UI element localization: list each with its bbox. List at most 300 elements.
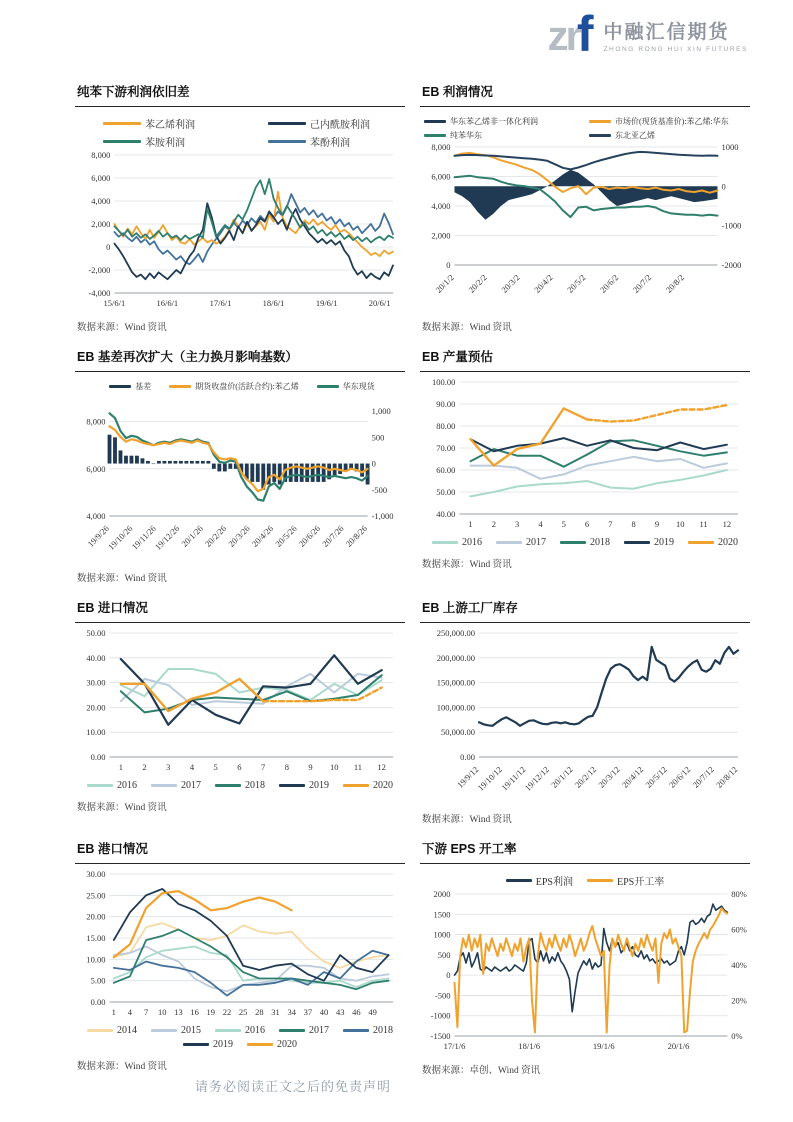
x-axis-tick: 1 — [468, 519, 473, 529]
x-axis-tick: 20/1/2 — [433, 272, 456, 295]
y-axis-tick-right: 0% — [731, 1031, 743, 1041]
y-axis-tick-left: 1000 — [433, 929, 451, 940]
y-axis-tick-right: 500 — [371, 432, 385, 443]
chart-block-eb-basis — [75, 343, 405, 584]
legend-swatch — [247, 1043, 273, 1047]
chart-canvas — [420, 378, 750, 534]
legend-swatch — [103, 122, 141, 126]
y-axis-tick-right: 0 — [721, 181, 726, 192]
series-2016 — [471, 470, 727, 496]
x-axis-tick: 19/11/26 — [129, 523, 158, 552]
legend-item — [279, 1025, 329, 1036]
chart-canvas — [75, 870, 405, 1022]
c3-svg — [75, 394, 405, 564]
legend-swatch — [215, 784, 241, 788]
legend-label: 2020 — [277, 1039, 297, 1050]
y-axis-tick-left: 4,000 — [431, 201, 451, 211]
chart-title: 下游 EPS 开工率 — [420, 835, 750, 864]
c8-svg — [420, 890, 750, 1056]
legend-item — [151, 1025, 201, 1036]
x-axis-tick: 19/6/1 — [315, 298, 338, 308]
y-axis-tick-left: 20.00 — [86, 911, 106, 922]
y-axis-tick-left: 10.00 — [86, 727, 106, 738]
legend-item — [585, 130, 750, 141]
legend-swatch — [151, 1029, 177, 1033]
legend-item — [420, 116, 585, 127]
legend-label: 2017 — [526, 537, 546, 548]
legend-swatch — [624, 541, 650, 545]
y-axis-tick-left: 15.00 — [86, 933, 106, 943]
y-axis-tick-left: 70.00 — [436, 443, 456, 453]
x-axis-tick: 4 — [189, 762, 195, 772]
legend-label: 己内酰胺利润 — [310, 120, 370, 131]
legend-swatch — [103, 140, 141, 144]
x-axis-tick: 22 — [222, 1007, 232, 1017]
y-axis-tick-left: 250,000.00 — [436, 629, 475, 638]
y-axis-tick-left: 100,000.00 — [436, 702, 475, 713]
y-axis-tick-left: 10.00 — [86, 954, 106, 965]
y-axis-tick-left: -500 — [434, 990, 451, 1001]
logo-names — [603, 17, 748, 53]
x-axis-tick: 8 — [284, 762, 289, 772]
series-2016 — [121, 669, 382, 700]
y-axis-tick-left: 30.00 — [86, 677, 106, 688]
series-期货收盘价(活跃合约):苯乙烯 — [110, 426, 368, 491]
legend-swatch — [424, 120, 446, 124]
y-axis-tick-left: 30.00 — [86, 870, 106, 879]
bar-基差 — [223, 464, 227, 472]
c6-svg — [420, 629, 750, 805]
y-axis-tick-left: 90.00 — [436, 399, 456, 409]
legend-label: 市场价(现货基准价):苯乙烯:华东 — [615, 117, 729, 126]
legend-item — [183, 1039, 233, 1050]
legend-swatch — [268, 140, 306, 144]
y-axis-tick-left: 40.00 — [436, 509, 456, 519]
chart-block-eb-profit — [420, 78, 750, 333]
legend-swatch — [183, 1043, 209, 1047]
x-axis-tick: 20/3/12 — [596, 764, 622, 790]
legend-label: 2019 — [213, 1039, 233, 1050]
series-东北亚乙烯 — [455, 152, 718, 170]
x-axis-tick: 6 — [584, 519, 590, 529]
legend-label: 2018 — [373, 1025, 393, 1036]
legend-item — [343, 1025, 393, 1036]
x-axis-tick: 20/6/12 — [666, 764, 693, 790]
y-axis-tick-left: 50.00 — [436, 487, 456, 497]
series-2020 — [471, 408, 588, 465]
legend-label: 2019 — [309, 780, 329, 791]
y-axis-tick-left: 6,000 — [91, 173, 111, 183]
legend-item — [75, 116, 240, 131]
logo-zr-letters: zr — [547, 12, 579, 59]
bar-基差 — [228, 464, 232, 469]
series-2018 — [114, 951, 389, 996]
legend-swatch — [688, 541, 714, 545]
x-axis-tick: 9 — [308, 762, 313, 772]
legend-item — [240, 134, 405, 149]
x-axis-tick: 15/6/1 — [103, 298, 126, 308]
x-axis-tick: 7 — [608, 519, 613, 529]
series-己内酰胺利润 — [114, 203, 393, 279]
y-axis-tick-left: 8,000 — [91, 151, 111, 160]
x-axis-tick: 40 — [319, 1007, 329, 1017]
series-2017 — [471, 457, 727, 479]
legend-swatch — [589, 134, 611, 138]
chart-block-eb-upstream-inventory — [420, 594, 750, 825]
x-axis-tick: 20/8/12 — [713, 764, 740, 790]
data-source: 数据来源：Wind 资讯 — [422, 323, 512, 333]
x-axis-tick: 8 — [631, 519, 636, 529]
x-axis-tick: 11 — [699, 519, 708, 529]
bar-基差 — [195, 461, 199, 464]
bar-基差 — [135, 456, 139, 464]
y-axis-tick-right: 0 — [371, 458, 376, 469]
x-axis-tick: 20/8/26 — [343, 523, 370, 549]
y-axis-tick-left: 8,000 — [86, 416, 106, 427]
company-name-cn: 中融汇信期货 — [603, 21, 730, 43]
y-axis-tick-left: 2,000 — [91, 219, 111, 229]
series-EPS开工率 — [455, 908, 728, 1032]
x-axis-tick: 19/10/12 — [475, 764, 504, 793]
chart-canvas — [75, 151, 405, 313]
y-axis-tick-left: 100.00 — [432, 378, 456, 387]
x-axis-tick: 20/7/12 — [690, 764, 716, 790]
legend-swatch — [560, 541, 586, 545]
x-axis-tick: 3 — [166, 762, 171, 772]
legend-item — [313, 381, 375, 392]
bar-基差 — [162, 461, 166, 464]
series-2020 — [587, 405, 727, 422]
legend-label: 2014 — [117, 1025, 137, 1036]
chart-block-eps-operating-rate — [420, 835, 750, 1105]
x-axis-tick: 6 — [237, 762, 242, 772]
x-axis-tick: 4 — [538, 519, 543, 529]
legend-item — [151, 780, 201, 791]
bar-基差 — [201, 461, 205, 464]
bar-基差 — [305, 464, 309, 482]
legend-label: 纯苯华东 — [450, 131, 482, 140]
chart-title: EB 港口情况 — [75, 835, 405, 864]
c1-svg — [75, 151, 405, 313]
x-axis-tick: 20/8/2 — [663, 272, 687, 295]
c4-svg — [420, 378, 750, 534]
x-axis-tick: 2 — [142, 762, 147, 772]
legend-label: 2019 — [654, 537, 674, 548]
legend-item — [279, 780, 329, 791]
y-axis-tick-right: -500 — [371, 484, 388, 495]
x-axis-tick: 20/6/1 — [368, 298, 391, 308]
legend-swatch — [279, 784, 305, 788]
y-axis-tick-right: 40% — [731, 960, 747, 970]
x-axis-tick: 13 — [174, 1007, 183, 1017]
y-axis-tick-left: 6,000 — [431, 171, 451, 182]
x-axis-tick: 16 — [190, 1007, 199, 1017]
x-axis-tick: 20/7/2 — [630, 272, 654, 295]
x-axis-tick: 28 — [255, 1007, 264, 1017]
legend-swatch — [343, 784, 369, 788]
y-axis-tick-right: 80% — [731, 890, 747, 899]
legend-label: 东北亚乙烯 — [615, 131, 655, 140]
c5-svg — [75, 629, 405, 777]
y-axis-tick-left: 25.00 — [86, 890, 106, 901]
x-axis-tick: 19 — [206, 1007, 216, 1017]
x-axis-tick: 20/6/2 — [597, 272, 621, 295]
chart-block-eb-imports — [75, 594, 405, 825]
bar-基差 — [212, 464, 216, 469]
y-axis-tick-left: 150,000.00 — [436, 677, 475, 688]
series-华东现货 — [110, 413, 368, 500]
y-axis-tick-left: 50,000.00 — [441, 727, 475, 738]
bar-基差 — [146, 461, 150, 464]
page-header — [0, 0, 793, 78]
x-axis-tick: 19/12/12 — [522, 764, 552, 793]
legend-swatch — [109, 385, 131, 389]
data-source: 数据来源：卓创、Wind 资讯 — [422, 1066, 541, 1076]
legend-label: 苯乙烯利润 — [145, 120, 195, 131]
bar-基差 — [141, 458, 145, 463]
company-logo — [547, 6, 748, 62]
y-axis-tick-left: -4,000 — [88, 288, 111, 298]
x-axis-tick: 12 — [377, 762, 386, 772]
x-axis-tick: 19/9/12 — [454, 764, 481, 790]
y-axis-tick-right: 60% — [731, 924, 747, 935]
y-axis-tick-left: 1500 — [433, 909, 451, 920]
x-axis-tick: 34 — [287, 1007, 296, 1017]
legend-label: 期货收盘价(活跃合约):苯乙烯 — [195, 382, 299, 391]
legend-swatch — [317, 385, 339, 389]
legend-item — [215, 1025, 265, 1036]
chart-legend — [75, 116, 405, 149]
bar-基差 — [173, 461, 177, 464]
y-axis-tick-left: 2000 — [433, 890, 451, 899]
bar-基差 — [250, 464, 254, 482]
legend-swatch — [589, 120, 611, 124]
x-axis-tick: 1 — [118, 762, 123, 772]
chart-canvas — [420, 143, 750, 313]
x-axis-tick: 20/5/2 — [564, 272, 588, 295]
y-axis-tick-left: -1000 — [430, 1010, 451, 1021]
data-source: 数据来源：Wind 资讯 — [422, 560, 512, 570]
legend-label: 2018 — [590, 537, 610, 548]
legend-label: EPS利润 — [535, 877, 573, 888]
legend-swatch — [268, 122, 306, 126]
bar-基差 — [206, 461, 210, 464]
y-axis-tick-left: 4,000 — [91, 196, 111, 206]
x-axis-tick: 20/6/26 — [296, 523, 323, 549]
bar-基差 — [157, 461, 161, 464]
x-axis-tick: 1 — [111, 1007, 116, 1017]
legend-label: EPS开工率 — [617, 877, 665, 888]
bar-基差 — [272, 464, 276, 482]
x-axis-tick: 18/6/1 — [262, 298, 285, 308]
bar-基差 — [190, 461, 194, 464]
bar-基差 — [124, 456, 128, 464]
legend-label: 苯胺利润 — [145, 138, 185, 149]
chart-block-eb-output-forecast — [420, 343, 750, 584]
y-axis-tick-right: -1,000 — [371, 511, 394, 521]
bar-基差 — [113, 437, 117, 463]
legend-swatch — [496, 541, 522, 545]
legend-item — [587, 873, 664, 888]
x-axis-tick: 20/4/12 — [619, 764, 646, 790]
legend-item — [624, 537, 674, 548]
data-source: 数据来源：Wind 资讯 — [77, 1062, 167, 1072]
chart-block-eb-port-inventory — [75, 835, 405, 1105]
bar-基差 — [217, 464, 221, 472]
y-axis-tick-right: -2000 — [721, 260, 742, 270]
legend-item — [215, 780, 265, 791]
x-axis-tick: 10 — [329, 762, 339, 772]
chart-title: EB 进口情况 — [75, 594, 405, 623]
y-axis-tick-right: 20% — [731, 995, 747, 1006]
legend-item — [506, 873, 573, 888]
legend-item — [585, 116, 750, 127]
legend-item — [87, 780, 137, 791]
y-axis-tick-left: 2,000 — [431, 230, 451, 241]
legend-item — [496, 537, 546, 548]
y-axis-tick-left: 4,000 — [86, 511, 106, 521]
legend-swatch — [432, 541, 458, 545]
chart-legend — [75, 780, 405, 791]
legend-label: 2016 — [462, 537, 482, 548]
legend-item — [105, 381, 151, 392]
x-axis-tick: 46 — [352, 1007, 361, 1017]
x-axis-tick: 7 — [260, 762, 266, 772]
chart-legend — [420, 116, 750, 141]
x-axis-tick: 20/4/26 — [249, 523, 276, 549]
y-axis-tick-left: 200,000.00 — [436, 652, 475, 663]
series-苯胺利润 — [114, 179, 393, 242]
data-source: 数据来源：Wind 资讯 — [77, 803, 167, 813]
y-axis-tick-left: 8,000 — [431, 143, 451, 152]
y-axis-tick-left: 0 — [446, 260, 451, 270]
y-axis-tick-left: 0 — [446, 970, 451, 981]
bar-基差 — [119, 450, 123, 463]
bar-基差 — [256, 464, 260, 482]
y-axis-tick-left: 5.00 — [90, 975, 106, 986]
x-axis-tick: 20/1/26 — [179, 523, 205, 549]
legend-label: 华东现货 — [342, 382, 375, 391]
x-axis-tick: 3 — [515, 519, 520, 529]
legend-swatch — [169, 385, 191, 389]
x-axis-tick: 20/2/26 — [202, 523, 229, 549]
legend-swatch — [87, 1029, 113, 1033]
series-2019 — [114, 889, 389, 981]
x-axis-tick: 16/6/1 — [156, 298, 179, 308]
disclaimer-notice: 请务必阅读正文之后的免责声明 — [195, 1079, 392, 1094]
x-axis-tick: 19/12/26 — [152, 523, 182, 552]
y-axis-tick-left: 40.00 — [86, 652, 106, 663]
c2-svg — [420, 143, 750, 313]
legend-swatch — [87, 784, 113, 788]
x-axis-tick: 11 — [353, 762, 363, 772]
x-axis-tick: 49 — [368, 1007, 377, 1017]
y-axis-tick-left: 0.00 — [90, 997, 106, 1007]
x-axis-tick: 20/4/2 — [532, 272, 555, 295]
y-axis-tick-left: 6,000 — [86, 463, 106, 474]
chart-legend — [420, 537, 750, 548]
legend-item — [343, 780, 393, 791]
legend-swatch — [343, 1029, 369, 1033]
x-axis-tick: 19/11/12 — [499, 764, 528, 793]
legend-swatch — [279, 1029, 305, 1033]
x-axis-tick: 10 — [158, 1007, 167, 1017]
y-axis-tick-right: 1,000 — [371, 406, 391, 417]
x-axis-tick: 18/1/6 — [518, 1041, 541, 1051]
y-axis-tick-left: 20.00 — [86, 702, 106, 713]
x-axis-tick: 20/1/6 — [667, 1041, 690, 1051]
bar-基差 — [360, 464, 364, 477]
x-axis-tick: 12 — [722, 519, 732, 529]
x-axis-tick: 9 — [654, 519, 660, 529]
y-axis-tick-left: 0.00 — [90, 752, 106, 762]
legend-item — [560, 537, 610, 548]
x-axis-tick: 19/9/26 — [85, 523, 111, 549]
legend-item — [87, 1025, 137, 1036]
legend-label: 2017 — [309, 1025, 329, 1036]
legend-label: 华东苯乙烯非一体化利润 — [450, 117, 538, 126]
x-axis-tick: 20/3/2 — [499, 272, 522, 295]
bar-基差 — [130, 456, 134, 464]
legend-swatch — [506, 879, 532, 883]
charts-grid — [75, 78, 750, 1105]
x-axis-tick: 7 — [143, 1007, 149, 1017]
x-axis-tick: 5 — [213, 762, 218, 772]
x-axis-tick: 25 — [238, 1007, 248, 1017]
legend-label: 2020 — [373, 780, 393, 791]
company-name-en: ZHONG RONG HUI XIN FUTURES — [603, 45, 748, 53]
series-EB上游工厂库存 — [479, 647, 738, 726]
x-axis-tick: 20/1/12 — [549, 764, 575, 790]
chart-legend — [75, 381, 405, 392]
legend-item — [247, 1039, 297, 1050]
logo-f-letter: f — [576, 6, 594, 62]
bar-基差 — [278, 464, 282, 485]
chart-title: 纯苯下游利润依旧差 — [75, 78, 405, 107]
legend-item — [165, 381, 299, 392]
chart-legend — [420, 873, 750, 888]
x-axis-tick: 19/10/26 — [105, 523, 135, 552]
legend-label: 2020 — [718, 537, 738, 548]
c7-svg — [75, 870, 405, 1022]
x-axis-tick: 31 — [271, 1007, 280, 1017]
chart-title: EB 利润情况 — [420, 78, 750, 107]
x-axis-tick: 20/2/12 — [572, 764, 599, 790]
chart-canvas — [420, 629, 750, 805]
chart-block-pure-benzene-downstream-profit — [75, 78, 405, 333]
x-axis-tick: 20/7/26 — [320, 523, 346, 549]
y-axis-tick-left: 80.00 — [436, 421, 456, 431]
legend-item — [688, 537, 738, 548]
data-source: 数据来源：Wind 资讯 — [422, 815, 512, 825]
data-source: 数据来源：Wind 资讯 — [77, 323, 167, 333]
legend-label: 2016 — [245, 1025, 265, 1036]
chart-canvas — [75, 394, 405, 564]
legend-swatch — [587, 879, 613, 883]
legend-item — [432, 537, 482, 548]
x-axis-tick: 20/5/26 — [273, 523, 299, 549]
x-axis-tick: 20/3/26 — [226, 523, 252, 549]
y-axis-tick-left: -2,000 — [88, 265, 111, 275]
x-axis-tick: 20/2/2 — [466, 272, 489, 295]
y-axis-tick-left: -1500 — [430, 1031, 451, 1041]
x-axis-tick: 20/5/12 — [643, 764, 669, 790]
legend-label: 2017 — [181, 780, 201, 791]
data-source: 数据来源：Wind 资讯 — [77, 574, 167, 584]
legend-label: 2018 — [245, 780, 265, 791]
bar-基差 — [152, 464, 156, 465]
x-axis-tick: 37 — [303, 1007, 313, 1017]
